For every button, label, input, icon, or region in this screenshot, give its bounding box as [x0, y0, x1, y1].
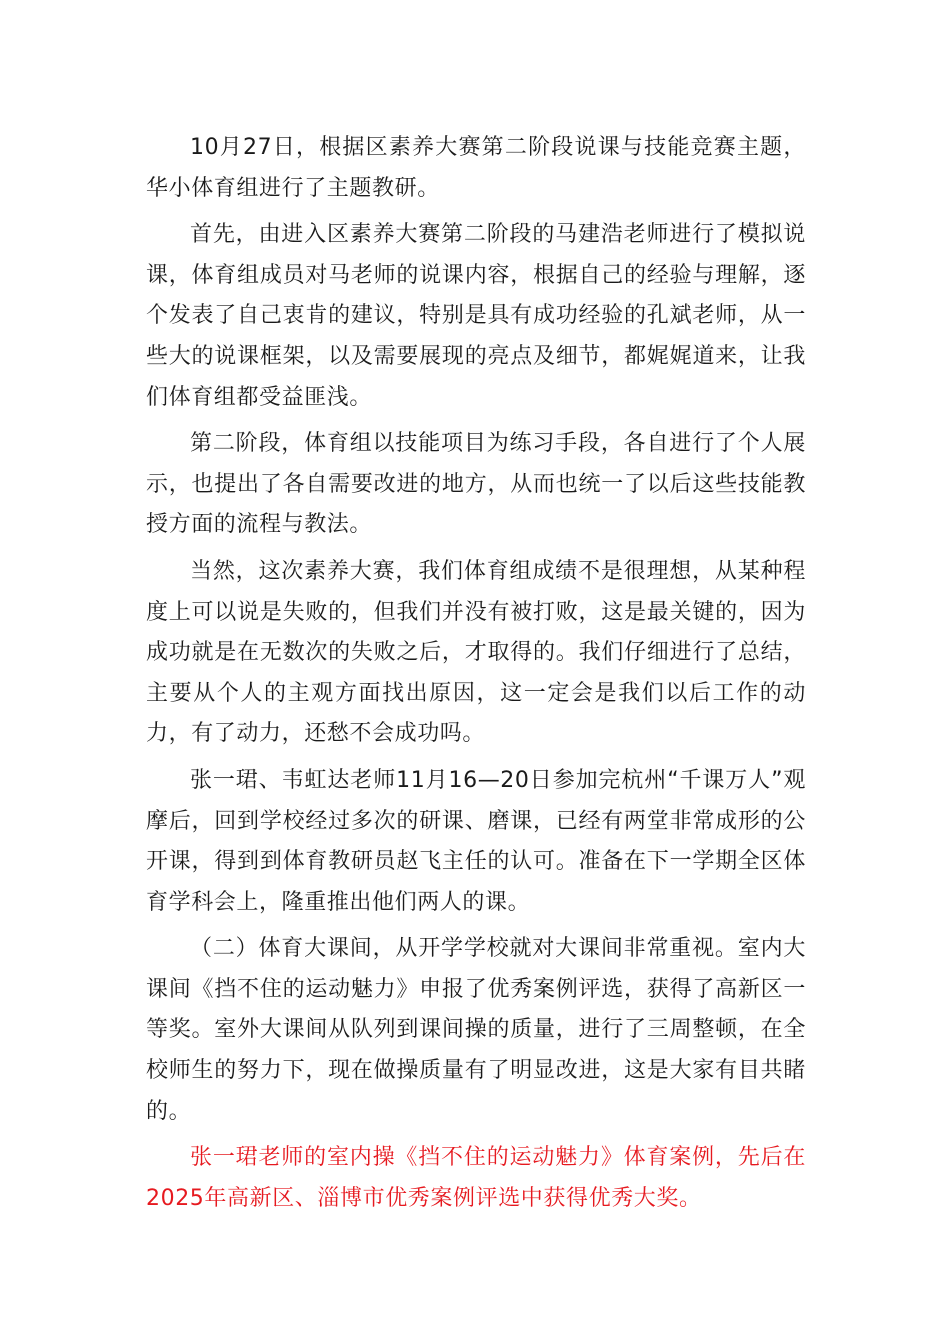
highlighted-paragraph: 张一珺老师的室内操《挡不住的运动魅力》体育案例，先后在2025年高新区、淄博市优秀案例评选中获得优秀大奖。	[146, 1145, 806, 1211]
paragraph-6: （二）体育大课间，从开学学校就对大课间非常重视。室内大课间《挡不住的运动魅力》申报了优秀案例评选，获得了高新区一等奖。室外大课间从队列到课间操的质量，进行了三周整顿，在全校师生的努力下，现在做操质量有了明显改进，这是大家有目共睹的。	[146, 936, 806, 1124]
paragraph-1: 10月27日，根据区素养大赛第二阶段说课与技能竞赛主题，华小体育组进行了主题教研。	[146, 135, 806, 201]
paragraph-3: 第二阶段，体育组以技能项目为练习手段，各自进行了个人展示，也提出了各自需要改进的地方，从而也统一了以后这些技能教授方面的流程与教法。	[146, 431, 806, 538]
paragraph-2: 首先，由进入区素养大赛第二阶段的马建浩老师进行了模拟说课，体育组成员对马老师的说课内容，根据自己的经验与理解，逐个发表了自己衷肯的建议，特别是具有成功经验的孔斌老师，从一些大的说课框架，以及需要展现的亮点及细节，都娓娓道来，让我们体育组都受益匪浅。	[146, 222, 806, 410]
paragraph-5: 张一珺、韦虹达老师11月16—20日参加完杭州“千课万人”观摩后，回到学校经过多次的研课、磨课，已经有两堂非常成形的公开课，得到到体育教研员赵飞主任的认可。准备在下一学期全区体育学科会上，隆重推出他们两人的课。	[146, 767, 806, 915]
paragraph-4: 当然，这次素养大赛，我们体育组成绩不是很理想，从某种程度上可以说是失败的，但我们并没有被打败，这是最关键的，因为成功就是在无数次的失败之后，才取得的。我们仔细进行了总结，主要从个人的主观方面找出原因，这一定会是我们以后工作的动力，有了动力，还愁不会成功吗。	[146, 558, 806, 747]
document-body	[146, 128, 806, 1219]
